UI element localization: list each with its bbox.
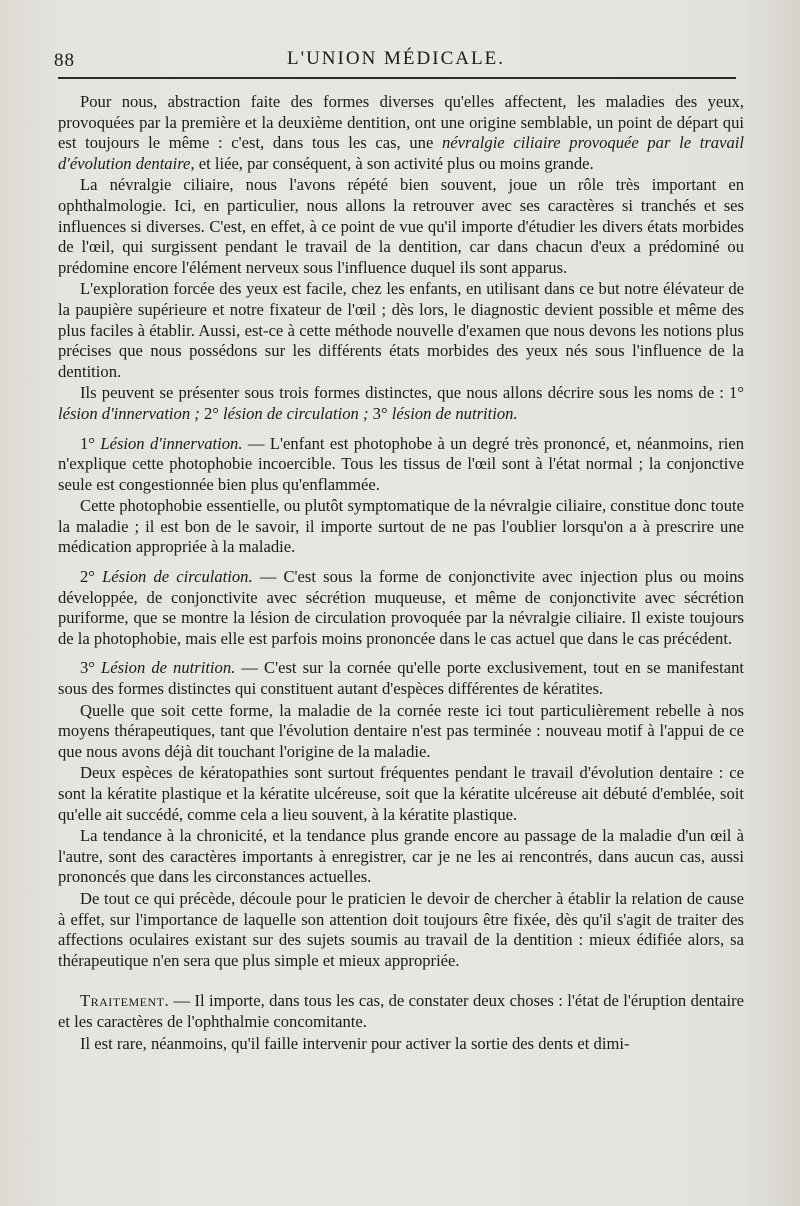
paragraph: De tout ce qui précède, découle pour le praticien le devoir de chercher à établir la relation de cause à effet, sur l'importance de laquelle son attention doit toujours être fixée, dès qu'il s'agit de traiter des affections oculaires existant sur des sujets soumis au travail de la dentition : mieux édifiée alors, sa thérapeutique n'en sera que plus simple et mieux appropriée. <box>58 888 744 970</box>
emphasis: lésion de circulation ; <box>223 403 369 423</box>
paragraph: L'exploration forcée des yeux est facile, chez les enfants, en utilisant dans ce but notre élévateur de la paupière supérieure et notre fixateur de l'œil ; dès lors, le diagnostic devient possible et même des plus faciles à établir. Aussi, est-ce à cette méthode nouvelle d'examen que nous devons les notions plus précises que nous possédons sur les différents états morbides des yeux nés sous l'influence de la dentition. <box>58 279 744 381</box>
paragraph: Il est rare, néanmoins, qu'il faille intervenir pour activer la sortie des dents et dimi- <box>80 1033 630 1053</box>
running-title: L'UNION MÉDICALE. <box>287 48 505 69</box>
paragraph: Ils peuvent se présenter sous trois formes distinctes, que nous allons décrire sous les noms de : 1° lésion d'innervation ; 2° lésion de circulation ; 3° lésion de nutrition. <box>58 383 744 423</box>
header-rule <box>58 77 736 79</box>
section-heading: Lésion de nutrition. <box>101 658 236 678</box>
section-heading: Lésion d'innervation. <box>100 433 243 453</box>
paragraph: La tendance à la chronicité, et la tendance plus grande encore au passage de la maladie d'un œil à l'autre, sont des caractères importants à enregistrer, car je ne les ai rencontrés, dans aucun cas, aussi prononcés que dans les circonstances actuelles. <box>58 826 744 887</box>
section-treatment: Traitement. — Il importe, dans tous les cas, de constater deux choses : l'état de l'éruption dentaire et les caractères de l'ophthalmie concomitante. <box>58 991 744 1031</box>
article-body <box>58 92 744 1055</box>
emphasis: lésion d'innervation ; <box>58 403 200 423</box>
section-heading: Lésion de circulation. <box>102 567 253 587</box>
page-number: 88 <box>54 50 75 71</box>
section-heading: Traitement. <box>80 991 170 1011</box>
section-innervation: 1° Lésion d'innervation. — L'enfant est photophobe à un degré très prononcé, et, néanmoins, rien n'explique cette photophobie incoercible. Tous les tissus de l'œil sont à l'état normal ; la conjonctive seule est congestionnée bien plus qu'enflammée. <box>58 433 744 494</box>
paragraph: Quelle que soit cette forme, la maladie de la cornée reste ici tout particulièrement rebelle à nos moyens thérapeutiques, tant que l'évolution dentaire n'est pas terminée : nouveau motif à l'appui de ce que nous avons déjà dit touchant l'origine de la maladie. <box>58 700 744 761</box>
paragraph: La névralgie ciliaire, nous l'avons répété bien souvent, joue un rôle très important en ophthalmologie. Ici, en particulier, nous allons la retrouver avec ses caractères si tranchés et ses influences si diverses. C'est, en effet, à ce point de vue qu'il importe d'étudier les divers états morbides de l'œil, qui surgissent pendant le travail de la dentition, car dans chacun d'eux a prédominé ou prédomine encore l'élément nerveux sous l'influence duquel ils sont apparus. <box>58 175 744 277</box>
paragraph: Pour nous, abstraction faite des formes diverses qu'elles affectent, les maladies des yeux, provoquées par la première et la deuxième dentition, ont une origine semblable, un point de départ qui est toujours le même : c'est, dans tous les cas, une névralgie ciliaire provoquée par le travail d'évolution dentaire, et liée, par conséquent, à son activité plus ou moins grande. <box>58 92 744 173</box>
section-nutrition: 3° Lésion de nutrition. — C'est sur la cornée qu'elle porte exclusivement, tout en se manifestant sous des formes distinctes qui constituent autant d'espèces différentes de kératites. <box>58 658 744 699</box>
emphasis: lésion de nutrition. <box>391 403 518 423</box>
page-header <box>54 44 738 74</box>
emphasis: névralgie ciliaire provoquée par le travail d'évolution dentaire <box>58 133 744 173</box>
section-circulation: 2° Lésion de circulation. — C'est sous la forme de conjonctivite avec injection plus ou moins développée, de conjonctivite avec sécrétion muqueuse, et même de conjonctivite avec sécrétion puriforme, que se montre la lésion de circulation provoquée par la névralgie ciliaire. Il existe toujours de la photophobie, mais elle est parfois moins prononcée dans le cas actuel que dans le cas précédent. <box>58 567 744 648</box>
paragraph: Deux espèces de kératopathies sont surtout fréquentes pendant le travail d'évolution dentaire : ce sont la kératite plastique et la kératite ulcéreuse, soit que la kératite ulcéreuse ait débuté d'emblée, soit qu'elle ait succédé, comme cela a lieu souvent, à la kératite plastique. <box>58 763 744 824</box>
paragraph: Cette photophobie essentielle, ou plutôt symptomatique de la névralgie ciliaire, constitue donc toute la maladie ; il est bon de le savoir, il importe surtout de ne pas l'oublier lorsqu'on a à prescrire une médication appropriée à la maladie. <box>58 496 744 557</box>
